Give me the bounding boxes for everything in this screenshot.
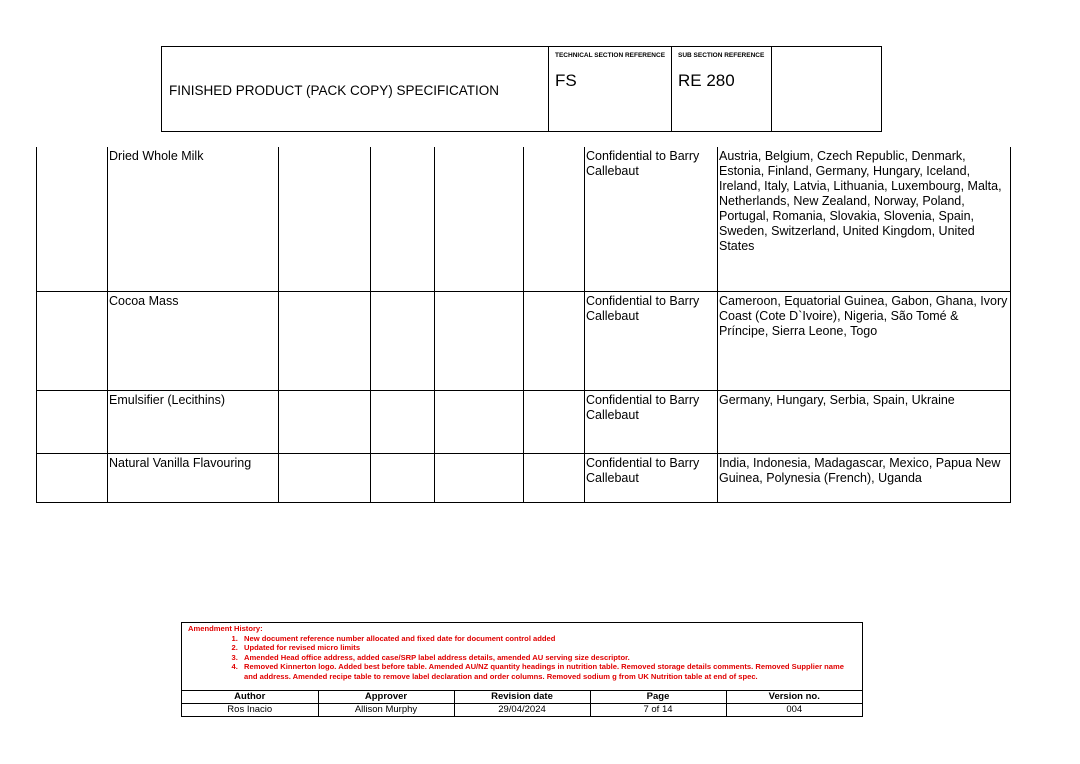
table-row [37, 390, 1011, 453]
document-title: FINISHED PRODUCT (PACK COPY) SPECIFICATION [169, 83, 500, 98]
revision-header-row [182, 691, 862, 704]
supplier-cell: Confidential to Barry Callebaut [585, 147, 718, 291]
amendment-item: 4. Removed Kinnerton logo. Added best before table. Amended AU/NZ quantity headings in nutrition table. Removed storage details comments. Removed Supplier name and address. Amended recipe table to remove label declaration and order columns. Removed sodium g from UK Nutrition table at end of spec. [240, 662, 856, 681]
supplier-cell: Confidential to Barry Callebaut [585, 453, 718, 502]
origin-cell: Germany, Hungary, Serbia, Spain, Ukraine [718, 390, 1011, 453]
sub-ref-label: SUB SECTION REFERENCE [678, 52, 765, 59]
origin-cell: India, Indonesia, Madagascar, Mexico, Papua New Guinea, Polynesia (French), Uganda [718, 453, 1011, 502]
tech-ref-label: TECHNICAL SECTION REFERENCE [555, 52, 666, 59]
supplier-cell: Confidential to Barry Callebaut [585, 291, 718, 390]
table-row [37, 291, 1011, 390]
sub-ref-cell [671, 47, 772, 131]
author-header: Author [182, 691, 318, 704]
ingredient-name: Emulsifier (Lecithins) [108, 390, 279, 453]
document-header [161, 46, 882, 132]
document-footer [181, 622, 863, 717]
revision-date-value: 29/04/2024 [454, 704, 590, 717]
blank-ref-cell [771, 47, 883, 131]
sub-ref-value: RE 280 [678, 71, 735, 90]
version-value: 004 [726, 704, 862, 717]
revision-table [182, 690, 862, 716]
approver-value: Allison Murphy [318, 704, 454, 717]
origin-cell: Cameroon, Equatorial Guinea, Gabon, Ghana, Ivory Coast (Cote D`Ivoire), Nigeria, São Tomé & Príncipe, Sierra Leone, Togo [718, 291, 1011, 390]
amendment-item: 3. Amended Head office address, added case/SRP label address details, amended AU serving size descriptor. [240, 653, 856, 663]
author-value: Ros Inacio [182, 704, 318, 717]
tech-ref-cell [548, 47, 672, 131]
origin-cell: Austria, Belgium, Czech Republic, Denmark, Estonia, Finland, Germany, Hungary, Iceland, Ireland, Italy, Latvia, Lithuania, Luxembourg, Malta, Netherlands, New Zealand, Norway, Poland, Portugal, Romania, Slovakia, Slovenia, Spain, Sweden, Switzerland, United Kingdom, United States [718, 147, 1011, 291]
version-header: Version no. [726, 691, 862, 704]
table-row [37, 453, 1011, 502]
supplier-cell: Confidential to Barry Callebaut [585, 390, 718, 453]
page-header: Page [590, 691, 726, 704]
approver-header: Approver [318, 691, 454, 704]
ingredient-name: Natural Vanilla Flavouring [108, 453, 279, 502]
ingredient-table [36, 147, 1011, 503]
amendment-title: Amendment History: [188, 624, 263, 633]
ingredient-name: Dried Whole Milk [108, 147, 279, 291]
page-value: 7 of 14 [590, 704, 726, 717]
amendment-list [188, 634, 856, 682]
table-row [37, 147, 1011, 291]
amendment-history [182, 623, 862, 690]
amendment-item: 1. New document reference number allocated and fixed date for document control added [240, 634, 856, 644]
revision-value-row [182, 704, 862, 717]
tech-ref-value: FS [555, 71, 577, 90]
revision-date-header: Revision date [454, 691, 590, 704]
amendment-item: 2. Updated for revised micro limits [240, 643, 856, 653]
ingredient-name: Cocoa Mass [108, 291, 279, 390]
